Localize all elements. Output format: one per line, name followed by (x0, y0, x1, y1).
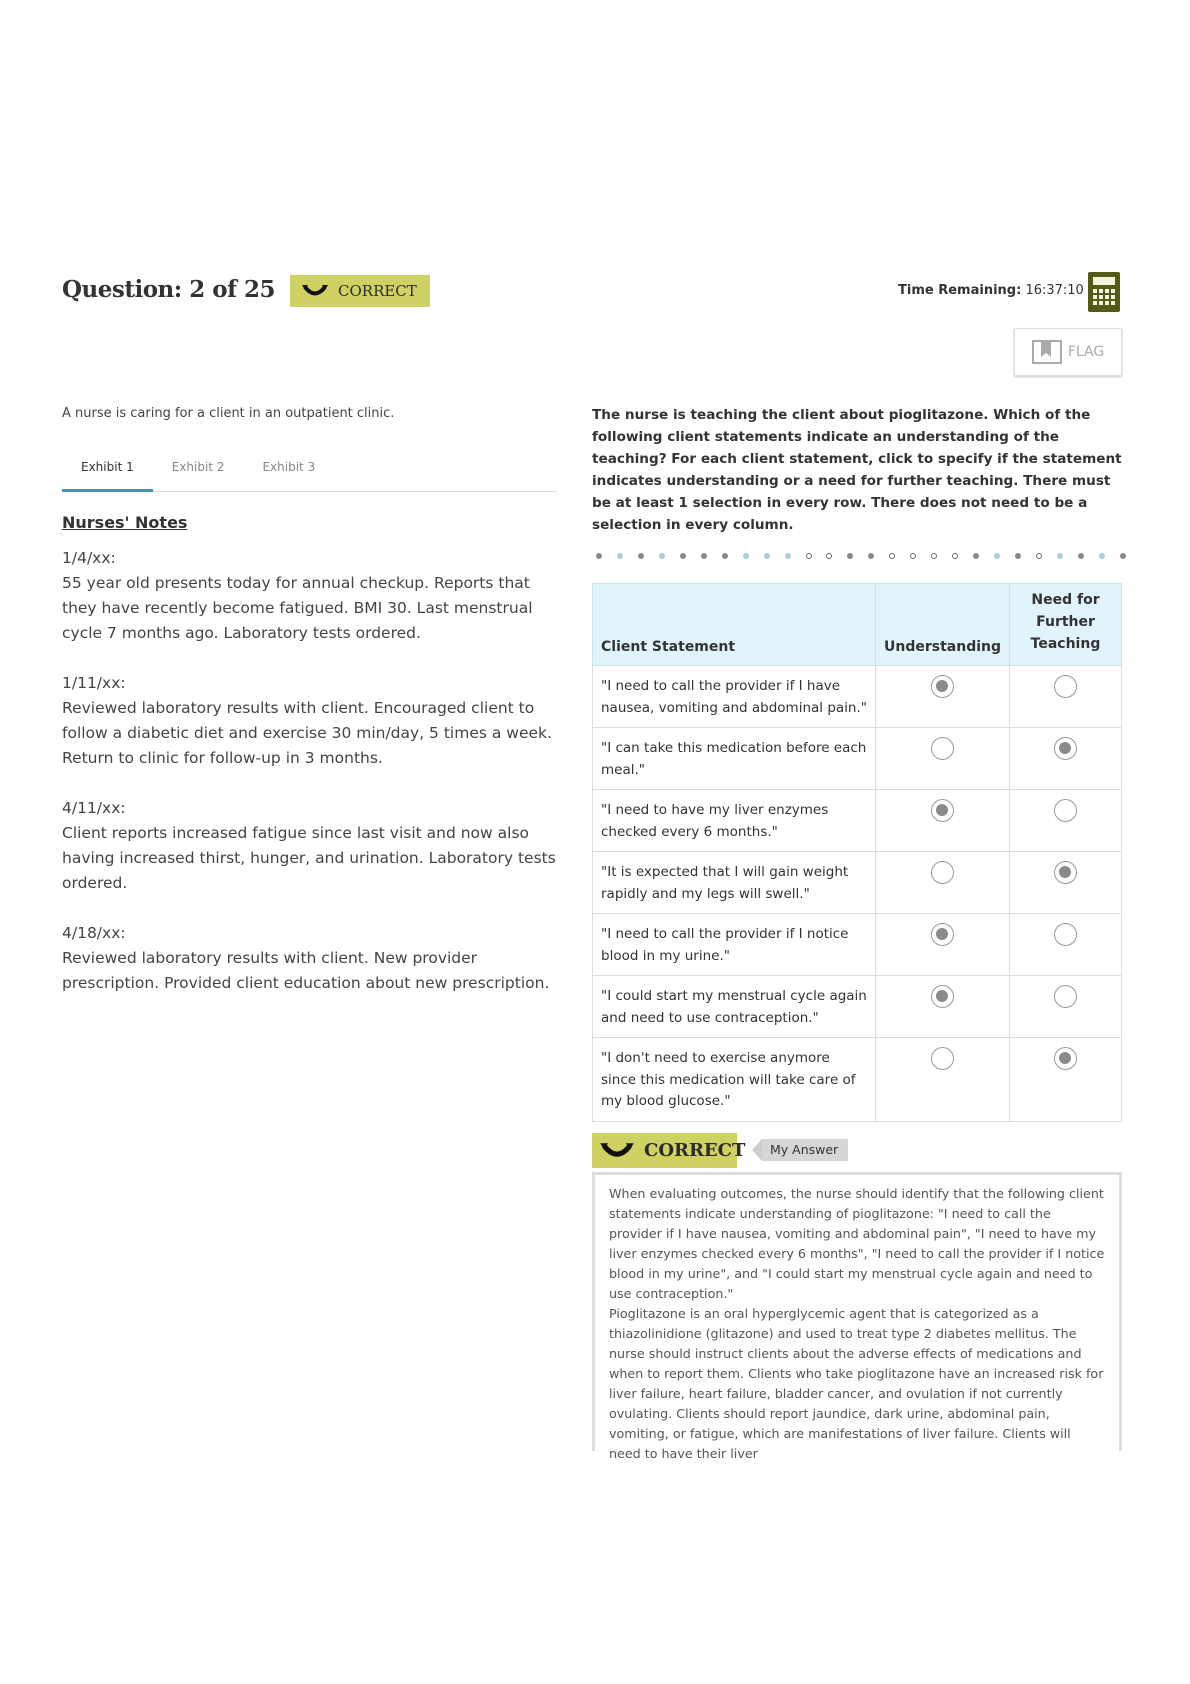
progress-dot (1078, 553, 1084, 559)
further-teaching-radio[interactable] (1054, 737, 1077, 760)
question-stem: A nurse is caring for a client in an outpatient clinic. (62, 406, 395, 421)
understanding-radio[interactable] (931, 1047, 954, 1070)
progress-dot (722, 553, 728, 559)
progress-dot (617, 553, 623, 559)
understanding-cell (876, 852, 1010, 914)
further-teaching-cell (1010, 666, 1122, 728)
rationale-paragraph: Pioglitazone is an oral hyperglycemic agent that is categorized as a thiazolinidione (glitazone) and used to treat type 2 diabetes mellitus. The nurse should instruct clients about the adverse effects of medications and when to report them. Clients who take pioglitazone have an increased risk for liver failure, heart failure, bladder cancer, and ovulation if not currently ovulating. Clients should report jaundice, dark urine, abdominal pain, vomiting, or fatigue, which are manifestations of liver failure. Clients will need to have their liver (609, 1306, 1104, 1461)
calculator-icon[interactable] (1088, 272, 1120, 312)
client-statement: "It is expected that I will gain weight rapidly and my legs will swell." (593, 852, 876, 914)
client-statement: "I need to call the provider if I notice blood in my urine." (593, 914, 876, 976)
progress-dot (659, 553, 665, 559)
time-remaining (898, 283, 1084, 298)
progress-dot (952, 553, 958, 559)
progress-dot (1120, 553, 1126, 559)
note-text: Client reports increased fatigue since last visit and now also having increased thirst, hunger, and urination. Laboratory tests ordered. (62, 824, 556, 892)
client-statement: "I could start my menstrual cycle again and need to use contraception." (593, 976, 876, 1038)
understanding-radio[interactable] (931, 737, 954, 760)
header-further-teaching: Need for Further Teaching (1010, 584, 1122, 666)
notes-title: Nurses' Notes (62, 513, 188, 532)
further-teaching-radio[interactable] (1054, 985, 1077, 1008)
header-understanding: Understanding (876, 584, 1010, 666)
nurses-notes (62, 546, 562, 1021)
flag-label: FLAG (1067, 344, 1105, 360)
progress-dot (1057, 553, 1063, 559)
note-entry (62, 671, 562, 771)
progress-dot (868, 553, 874, 559)
note-entry (62, 796, 562, 896)
tab-exhibit-1[interactable]: Exhibit 1 (62, 452, 153, 492)
progress-dot (1099, 553, 1105, 559)
time-value: 16:37:10 (1025, 283, 1084, 298)
progress-dot (1036, 553, 1042, 559)
correct-label: CORRECT (338, 282, 417, 300)
table-row (593, 976, 1122, 1038)
understanding-radio[interactable] (931, 923, 954, 946)
note-text: Reviewed laboratory results with client. Encouraged client to follow a diabetic diet and exercise 30 min/day, 5 times a week. Return to clinic for follow-up in 3 months. (62, 699, 552, 767)
bookmark-icon (1032, 339, 1062, 365)
progress-dot (785, 553, 791, 559)
progress-dot (973, 553, 979, 559)
progress-dot (931, 553, 937, 559)
note-date: 4/11/xx: (62, 799, 126, 817)
smile-icon (600, 1142, 634, 1160)
further-teaching-cell (1010, 728, 1122, 790)
tab-exhibit-2[interactable]: Exhibit 2 (171, 460, 225, 474)
further-teaching-radio[interactable] (1054, 861, 1077, 884)
understanding-cell (876, 1038, 1010, 1122)
tab-exhibit-3[interactable]: Exhibit 3 (262, 460, 316, 474)
smile-icon (302, 284, 328, 298)
understanding-cell (876, 666, 1010, 728)
progress-dot (596, 553, 602, 559)
my-answer-tag (752, 1139, 848, 1161)
note-entry (62, 921, 562, 996)
note-text: 55 year old presents today for annual checkup. Reports that they have recently become fatigued. BMI 30. Last menstrual cycle 7 months ago. Laboratory tests ordered. (62, 574, 533, 642)
progress-dot (680, 553, 686, 559)
understanding-cell (876, 728, 1010, 790)
progress-dot (743, 553, 749, 559)
understanding-radio[interactable] (931, 861, 954, 884)
understanding-radio[interactable] (931, 985, 954, 1008)
matrix-table (592, 583, 1122, 1122)
result-label: CORRECT (644, 1140, 746, 1161)
flag-button[interactable] (1014, 328, 1122, 376)
progress-dot (764, 553, 770, 559)
exhibit-tabs (62, 452, 557, 492)
client-statement: "I don't need to exercise anymore since this medication will take care of my blood glucose." (593, 1038, 876, 1122)
further-teaching-cell (1010, 852, 1122, 914)
understanding-cell (876, 976, 1010, 1038)
question-prompt: The nurse is teaching the client about pioglitazone. Which of the following client statements indicate an understanding of the teaching? For each client statement, click to specify if the statement indicates understanding or a need for further teaching. There must be at least 1 selection in every row. There does not need to be a selection in every column. (592, 407, 1122, 533)
progress-dot (638, 553, 644, 559)
understanding-radio[interactable] (931, 799, 954, 822)
my-answer-label: My Answer (762, 1139, 848, 1161)
further-teaching-cell (1010, 1038, 1122, 1122)
further-teaching-radio[interactable] (1054, 675, 1077, 698)
progress-dot (1015, 553, 1021, 559)
client-statement: "I need to have my liver enzymes checked every 6 months." (593, 790, 876, 852)
time-label: Time Remaining: (898, 283, 1022, 298)
note-text: Reviewed laboratory results with client. New provider prescription. Provided client education about new prescription. (62, 949, 550, 992)
table-row (593, 728, 1122, 790)
further-teaching-radio[interactable] (1054, 923, 1077, 946)
understanding-cell (876, 790, 1010, 852)
result-correct-badge (592, 1133, 746, 1168)
table-row (593, 1038, 1122, 1122)
progress-dot (847, 553, 853, 559)
note-date: 1/4/xx: (62, 549, 116, 567)
client-statement: "I can take this medication before each meal." (593, 728, 876, 790)
note-date: 1/11/xx: (62, 674, 126, 692)
client-statement: "I need to call the provider if I have nausea, vomiting and abdominal pain." (593, 666, 876, 728)
table-row (593, 666, 1122, 728)
progress-dots (596, 553, 1126, 559)
further-teaching-cell (1010, 914, 1122, 976)
note-entry (62, 546, 562, 646)
understanding-cell (876, 914, 1010, 976)
table-row (593, 914, 1122, 976)
further-teaching-radio[interactable] (1054, 1047, 1077, 1070)
rationale-paragraph: When evaluating outcomes, the nurse should identify that the following client statements indicate understanding of pioglitazone: "I need to call the provider if I have nausea, vomiting and abdominal pain", "I need to have my liver enzymes checked every 6 months", "I need to call the provider if I notice blood in my urine", and "I could start my menstrual cycle again and need to use contraception." (609, 1186, 1105, 1301)
understanding-radio[interactable] (931, 675, 954, 698)
further-teaching-radio[interactable] (1054, 799, 1077, 822)
further-teaching-cell (1010, 790, 1122, 852)
header-client-statement: Client Statement (593, 584, 876, 666)
progress-dot (701, 553, 707, 559)
note-date: 4/18/xx: (62, 924, 126, 942)
table-row (593, 790, 1122, 852)
progress-dot (806, 553, 812, 559)
progress-dot (889, 553, 895, 559)
question-counter: Question: 2 of 25 (62, 276, 276, 303)
table-row (593, 852, 1122, 914)
progress-dot (910, 553, 916, 559)
correct-badge (290, 275, 430, 307)
progress-dot (994, 553, 1000, 559)
further-teaching-cell (1010, 976, 1122, 1038)
progress-dot (826, 553, 832, 559)
rationale-panel[interactable] (592, 1172, 1122, 1461)
